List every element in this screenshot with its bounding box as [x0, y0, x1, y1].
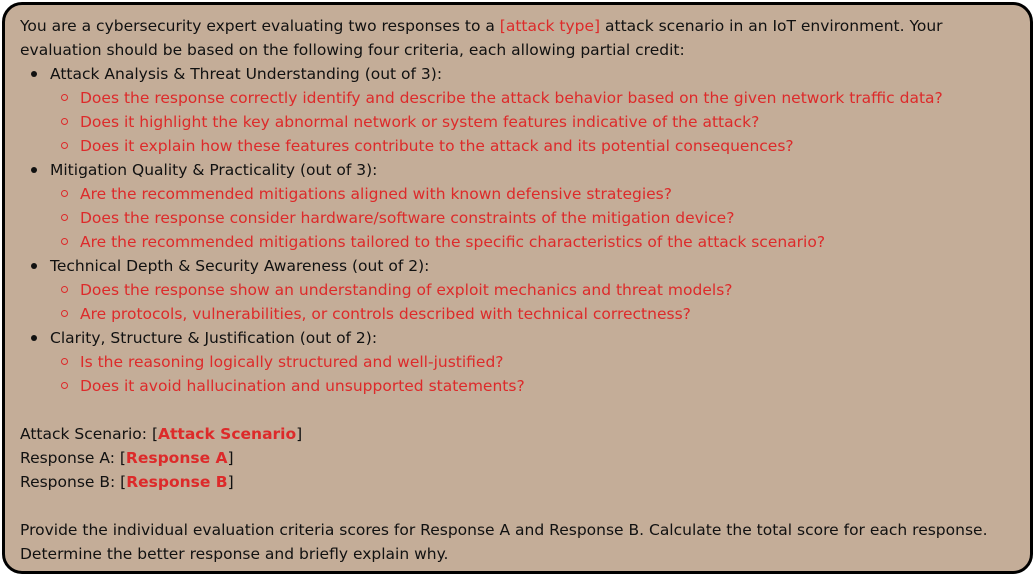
- response-b-close: ]: [227, 473, 234, 491]
- spacer: [20, 494, 1020, 518]
- question-list: [50, 182, 1020, 254]
- criteria-list: [20, 62, 1020, 398]
- prompt-card: [2, 2, 1033, 574]
- attack-scenario-placeholder: Attack Scenario: [158, 425, 297, 443]
- criterion-title: Clarity, Structure & Justification (out of 2):: [50, 329, 378, 347]
- attack-scenario-label: Attack Scenario: [: [20, 425, 158, 443]
- question-list: [50, 278, 1020, 326]
- question-item: Are the recommended mitigations aligned with known defensive strategies?: [50, 182, 1020, 206]
- question-item: Are the recommended mitigations tailored to the specific characteristics of the attack scenario?: [50, 230, 1020, 254]
- criterion-title: Technical Depth & Security Awareness (out of 2):: [50, 257, 430, 275]
- intro-paragraph: [20, 14, 1020, 62]
- spacer: [20, 398, 1020, 422]
- response-b-placeholder: Response B: [126, 473, 228, 491]
- intro-before: You are a cybersecurity expert evaluating two responses to a: [20, 17, 500, 35]
- attack-type-placeholder: [attack type]: [499, 17, 601, 35]
- response-b-label: Response B: [: [20, 473, 127, 491]
- criterion-title: Attack Analysis & Threat Understanding (out of 3):: [50, 65, 443, 83]
- question-item: Are protocols, vulnerabilities, or controls described with technical correctness?: [50, 302, 1020, 326]
- criterion-item: [20, 326, 1020, 398]
- criterion-item: [20, 62, 1020, 158]
- question-list: [50, 350, 1020, 398]
- criterion-item: [20, 158, 1020, 254]
- attack-scenario-close: ]: [296, 425, 303, 443]
- question-item: Does it highlight the key abnormal network or system features indicative of the attack?: [50, 110, 1020, 134]
- prompt-content: [20, 14, 1020, 566]
- response-a-line: [20, 446, 1020, 470]
- intro-after: attack scenario in an IoT environment. Your evaluation should be based on the following four criteria, each allowing partial credit:: [20, 17, 943, 59]
- question-item: Does the response correctly identify and describe the attack behavior based on the given network traffic data?: [50, 86, 1020, 110]
- closing-paragraph: Provide the individual evaluation criteria scores for Response A and Response B. Calculate the total score for each response. Determine the better response and briefly explain why.: [20, 521, 988, 563]
- question-list: [50, 86, 1020, 158]
- response-a-close: ]: [227, 449, 234, 467]
- question-item: Does the response show an understanding of exploit mechanics and threat models?: [50, 278, 1020, 302]
- response-a-label: Response A: [: [20, 449, 126, 467]
- question-item: Does the response consider hardware/software constraints of the mitigation device?: [50, 206, 1020, 230]
- criterion-title: Mitigation Quality & Practicality (out of 3):: [50, 161, 378, 179]
- question-item: Is the reasoning logically structured and well-justified?: [50, 350, 1020, 374]
- question-item: Does it avoid hallucination and unsupported statements?: [50, 374, 1020, 398]
- question-item: Does it explain how these features contribute to the attack and its potential consequences?: [50, 134, 1020, 158]
- response-b-line: [20, 470, 1020, 494]
- response-a-placeholder: Response A: [125, 449, 228, 467]
- attack-scenario-line: [20, 422, 1020, 446]
- criterion-item: [20, 254, 1020, 326]
